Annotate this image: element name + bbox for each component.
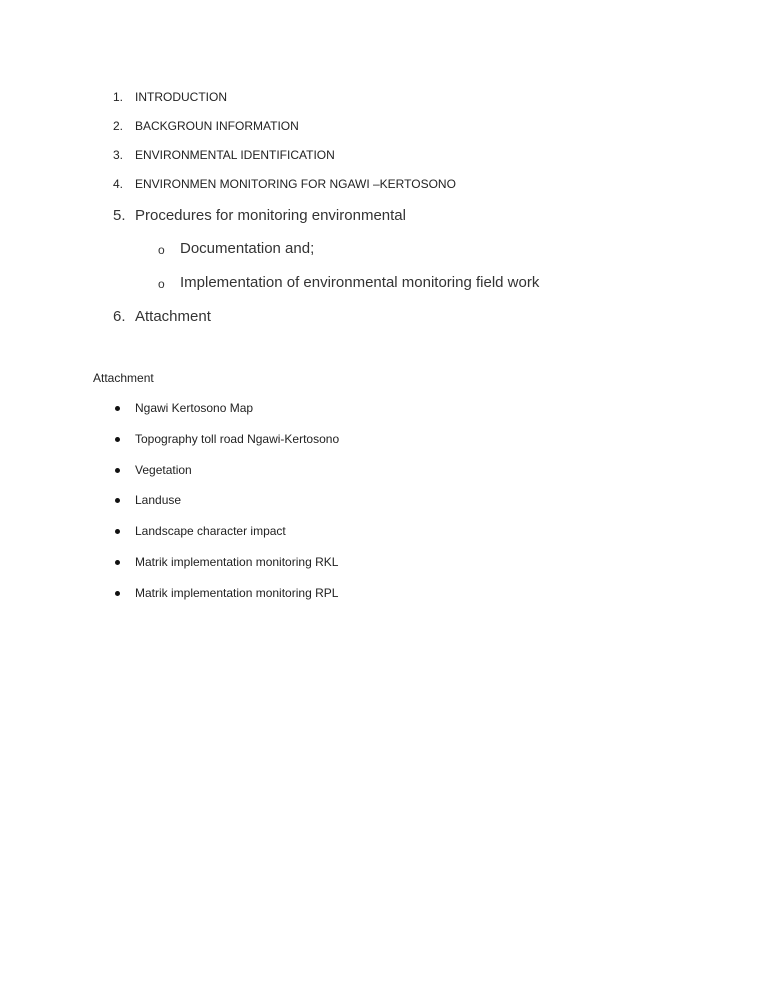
attachment-item: Vegetation [135, 463, 192, 477]
toc-number: 2. [113, 119, 124, 133]
bullet-icon [115, 437, 120, 442]
sub-bullet-icon: o [158, 277, 165, 291]
attachment-item: Landuse [135, 493, 182, 507]
bullet-icon [115, 498, 120, 503]
bullet-icon [115, 468, 120, 473]
toc-item-monitoring: ENVIRONMEN MONITORING FOR NGAWI –KERTOSONO [135, 177, 456, 191]
attachment-item: Topography toll road Ngawi-Kertosono [135, 432, 340, 446]
toc-subitem-documentation: Documentation and; [180, 240, 315, 257]
bullet-icon [115, 529, 120, 534]
toc-number: 5. [113, 207, 126, 224]
attachment-item: Matrik implementation monitoring RKL [135, 555, 339, 569]
toc-number: 3. [113, 148, 124, 162]
toc-number: 1. [113, 90, 124, 104]
toc-item-introduction: INTRODUCTION [135, 90, 227, 104]
bullet-icon [115, 560, 120, 565]
attachment-item: Matrik implementation monitoring RPL [135, 586, 339, 600]
toc-item-environmental-identification: ENVIRONMENTAL IDENTIFICATION [135, 148, 335, 162]
toc-subitem-implementation: Implementation of environmental monitoring field work [180, 274, 540, 291]
attachment-item: Ngawi Kertosono Map [135, 401, 254, 415]
toc-item-attachment: Attachment [135, 308, 211, 325]
toc-item-background: BACKGROUN INFORMATION [135, 119, 299, 133]
sub-bullet-icon: o [158, 243, 165, 257]
toc-number: 6. [113, 308, 126, 325]
bullet-icon [115, 591, 120, 596]
toc-item-procedures: Procedures for monitoring environmental [135, 207, 406, 224]
toc-number: 4. [113, 177, 124, 191]
attachment-heading: Attachment [93, 371, 154, 385]
bullet-icon [115, 406, 120, 411]
attachment-item: Landscape character impact [135, 524, 286, 538]
